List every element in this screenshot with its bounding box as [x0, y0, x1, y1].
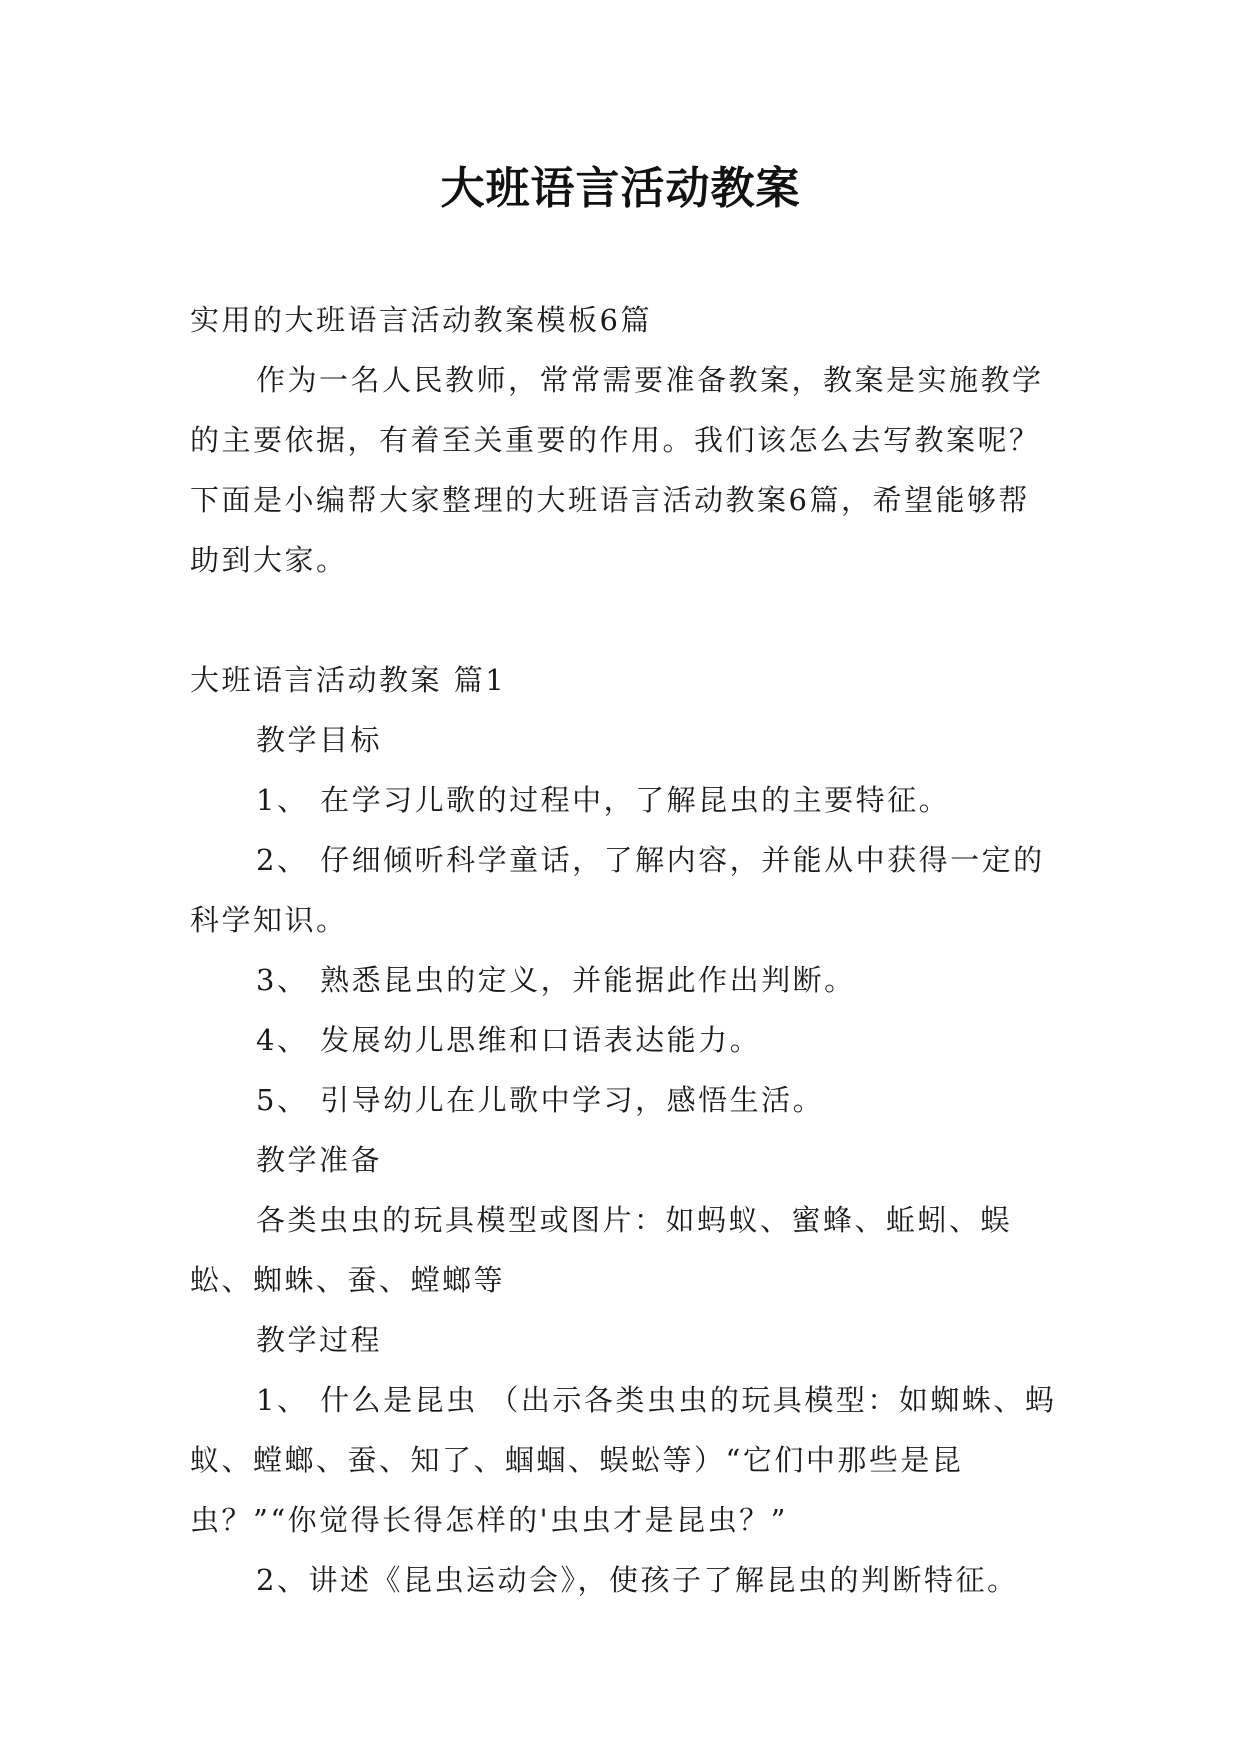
- section-heading: 大班语言活动教案 篇1: [190, 663, 507, 697]
- goals-heading: 教学目标: [256, 723, 383, 757]
- goal-item: 2、 仔细倾听科学童话，了解内容，并能从中获得一定的科学知识。: [190, 843, 1045, 937]
- prep-heading: 教学准备: [256, 1143, 383, 1177]
- page-title: 大班语言活动教案: [440, 163, 801, 214]
- intro-paragraph: 作为一名人民教师，常常需要准备教案，教案是实施教学的主要依据，有着至关重要的作用。我们该怎么去写教案呢？下面是小编帮大家整理的大班语言活动教案6篇，希望能够帮助到大家。: [190, 363, 1044, 577]
- goal-item: 5、 引导幼儿在儿歌中学习，感悟生活。: [256, 1083, 825, 1117]
- goal-item: 4、 发展幼儿思维和口语表达能力。: [256, 1023, 762, 1057]
- prep-paragraph: 各类虫虫的玩具模型或图片：如蚂蚁、蜜蜂、蚯蚓、蜈蚣、蜘蛛、蚕、螳螂等: [190, 1203, 1013, 1297]
- goal-item: 1、 在学习儿歌的过程中，了解昆虫的主要特征。: [256, 783, 951, 817]
- goal-item: 3、 熟悉昆虫的定义，并能据此作出判断。: [256, 963, 856, 997]
- document-body: [190, 290, 1060, 1610]
- document-subtitle: 实用的大班语言活动教案模板6篇: [190, 303, 652, 337]
- process-item: 1、 什么是昆虫 （出示各类虫虫的玩具模型：如蜘蛛、蚂蚁、螳螂、蚕、知了、蝈蝈、蜈蚣等）“它们中那些是昆虫？”“你觉得长得怎样的'虫虫才是昆虫？”: [190, 1383, 1057, 1537]
- process-heading: 教学过程: [256, 1323, 383, 1357]
- process-item: 2、讲述《昆虫运动会》，使孩子了解昆虫的判断特征。: [256, 1563, 1019, 1597]
